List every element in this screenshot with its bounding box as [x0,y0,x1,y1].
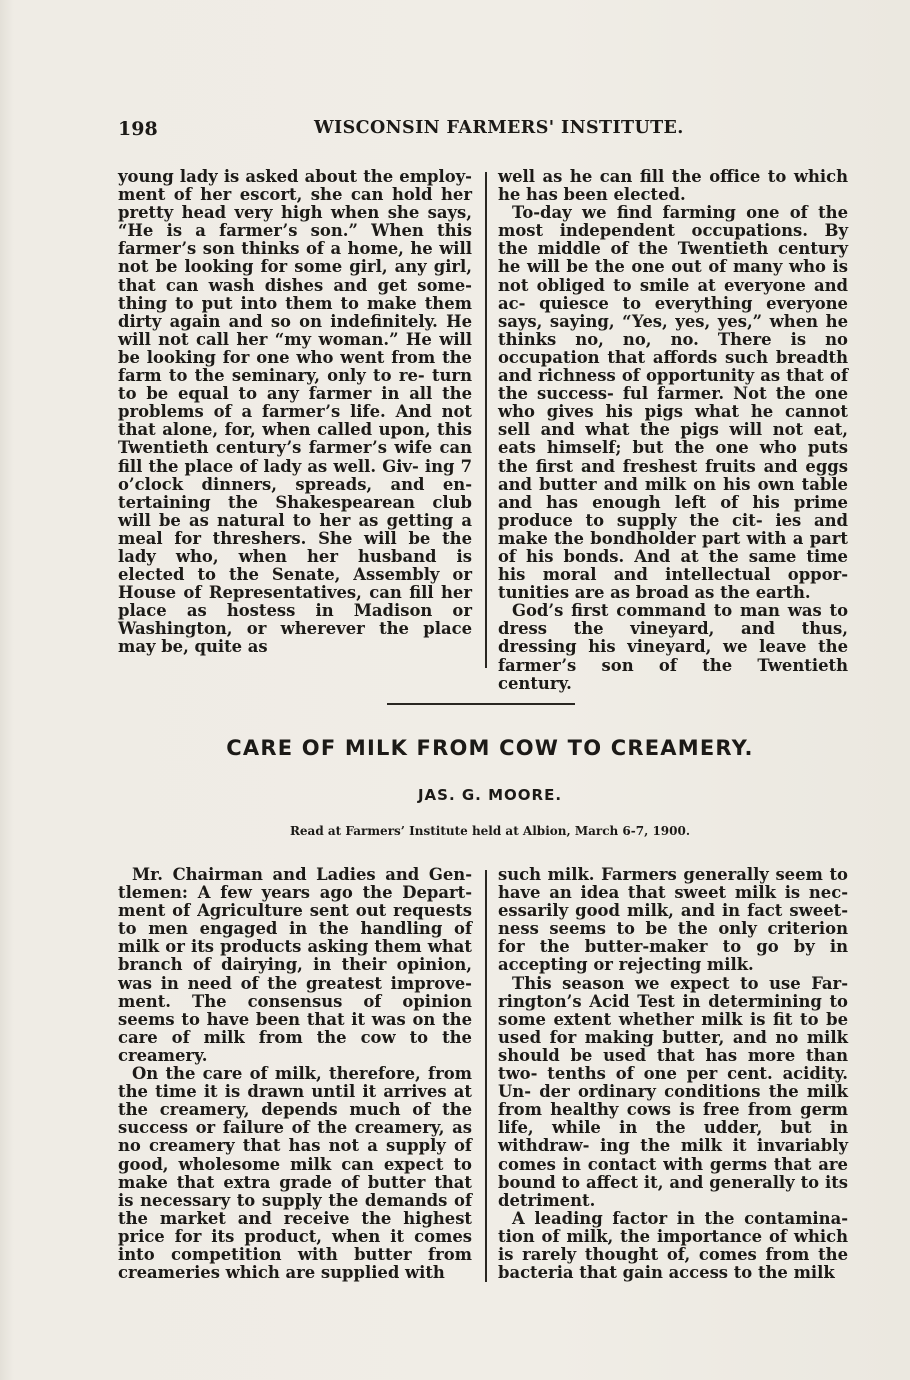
paragraph: such milk. Farmers generally seem to have an idea that sweet milk is nec- essarily good milk, and in fact sweet- ness seems to be the only criterion for the butter-maker to go by in accepting or rejecting milk. [498,865,848,975]
column-divider [485,870,487,1282]
paragraph: This season we expect to use Far- rington’s Acid Test in determining to some extent whether milk is fit to be used for making butter, and no milk should be used that has more than two- tenths of one per cent. acidity. Un- der ordinary conditions the milk from healthy cows is free from germ life, while in the udder, but in withdraw- ing the milk it invariably comes in contact with germs that are bound to affect it, and generally to its detriment. [498,973,848,1210]
article-note: Read at Farmers’ Institute held at Albion, March 6-7, 1900. [289,824,691,838]
page-number: 198 [118,118,158,140]
paragraph: A leading factor in the contamina- tion of milk, the importance of which is rarely thought of, comes from the bacteria that gain access to the milk [498,1208,848,1283]
article-title: CARE OF MILK FROM COW TO CREAMERY. [226,736,754,760]
running-title: WISCONSIN FARMERS' INSTITUTE. [314,118,684,138]
article-author: JAS. G. MOORE. [417,786,563,804]
paragraph: On the care of milk, therefore, from the time it is drawn until it arrives at the creamery, depends much of the success or failure of the creamery, as no creamery that has not a supply of good, wholesome milk can expect to make that extra grade of butter that is necessary to supply the demands of the market and receive the highest price for its product, when it comes into competition with butter from creameries which are supplied with [118,1064,472,1283]
column-divider [485,172,487,668]
section-separator [387,703,575,705]
paragraph: Mr. Chairman and Ladies and Gen- tlemen: A few years ago the Depart- ment of Agriculture sent out requests to men engaged in the handling of milk or its products asking them what branch of dairying, in their opinion, was in need of the greatest improve- ment. The consensus of opinion seems to have been that it was on the care of milk from the cow to the creamery. [118,865,472,1065]
article-right-column [498,866,848,1282]
paragraph: young lady is asked about the employ- ment of her escort, she can hold her pretty head very high when she says, “He is a farmer’s son.” When this farmer’s son thinks of a home, he will not be looking for some girl, any girl, that can wash dishes and get some- thing to put into them to make them dirty again and so on indefinitely. He will not call her “my woman.” He will be looking for one who went from the farm to the seminary, only to re- turn to be equal to any farmer in all the problems of a farmer’s life. And not that alone, for, when called upon, this Twentieth century’s farmer’s wife can fill the place of lady as well. Giv- ing 7 o’clock dinners, spreads, and en- tertaining the Shakespearean club will be as natural to her as getting a meal for threshers. She will be the lady who, when her husband is elected to the Senate, Assembly or House of Representatives, can fill her place as hostess in Madison or Washington, or wherever the place may be, quite as [118,167,472,657]
paragraph: well as he can fill the office to which he has been elected. [498,167,848,205]
previous-article-right-column [498,168,848,693]
page-header [118,118,862,144]
article-left-column [118,866,472,1282]
paragraph: God’s first command to man was to dress the vineyard, and thus, dressing his vineyard, we leave the farmer’s son of the Twentieth century. [498,601,848,693]
paragraph: To-day we find farming one of the most independent occupations. By the middle of the Twentieth century he will be the one out of many who is not obliged to smile at everyone and ac- quiesce to everything everyone says, saying, “Yes, yes, yes,” when he thinks no, no, no. There is no occupation that affords such breadth and richness of opportunity as that of the success- ful farmer. Not the one who gives his pigs what he cannot sell and what the pigs will not eat, eats himself; but the one who puts the first and freshest fruits and eggs and butter and milk on his own table and has enough left of his prime produce to supply the cit- ies and make the bondholder part with a part of his bonds. And at the same time his moral and intellectual oppor- tunities are as broad as the earth. [498,203,848,603]
previous-article-left-column [118,168,472,657]
